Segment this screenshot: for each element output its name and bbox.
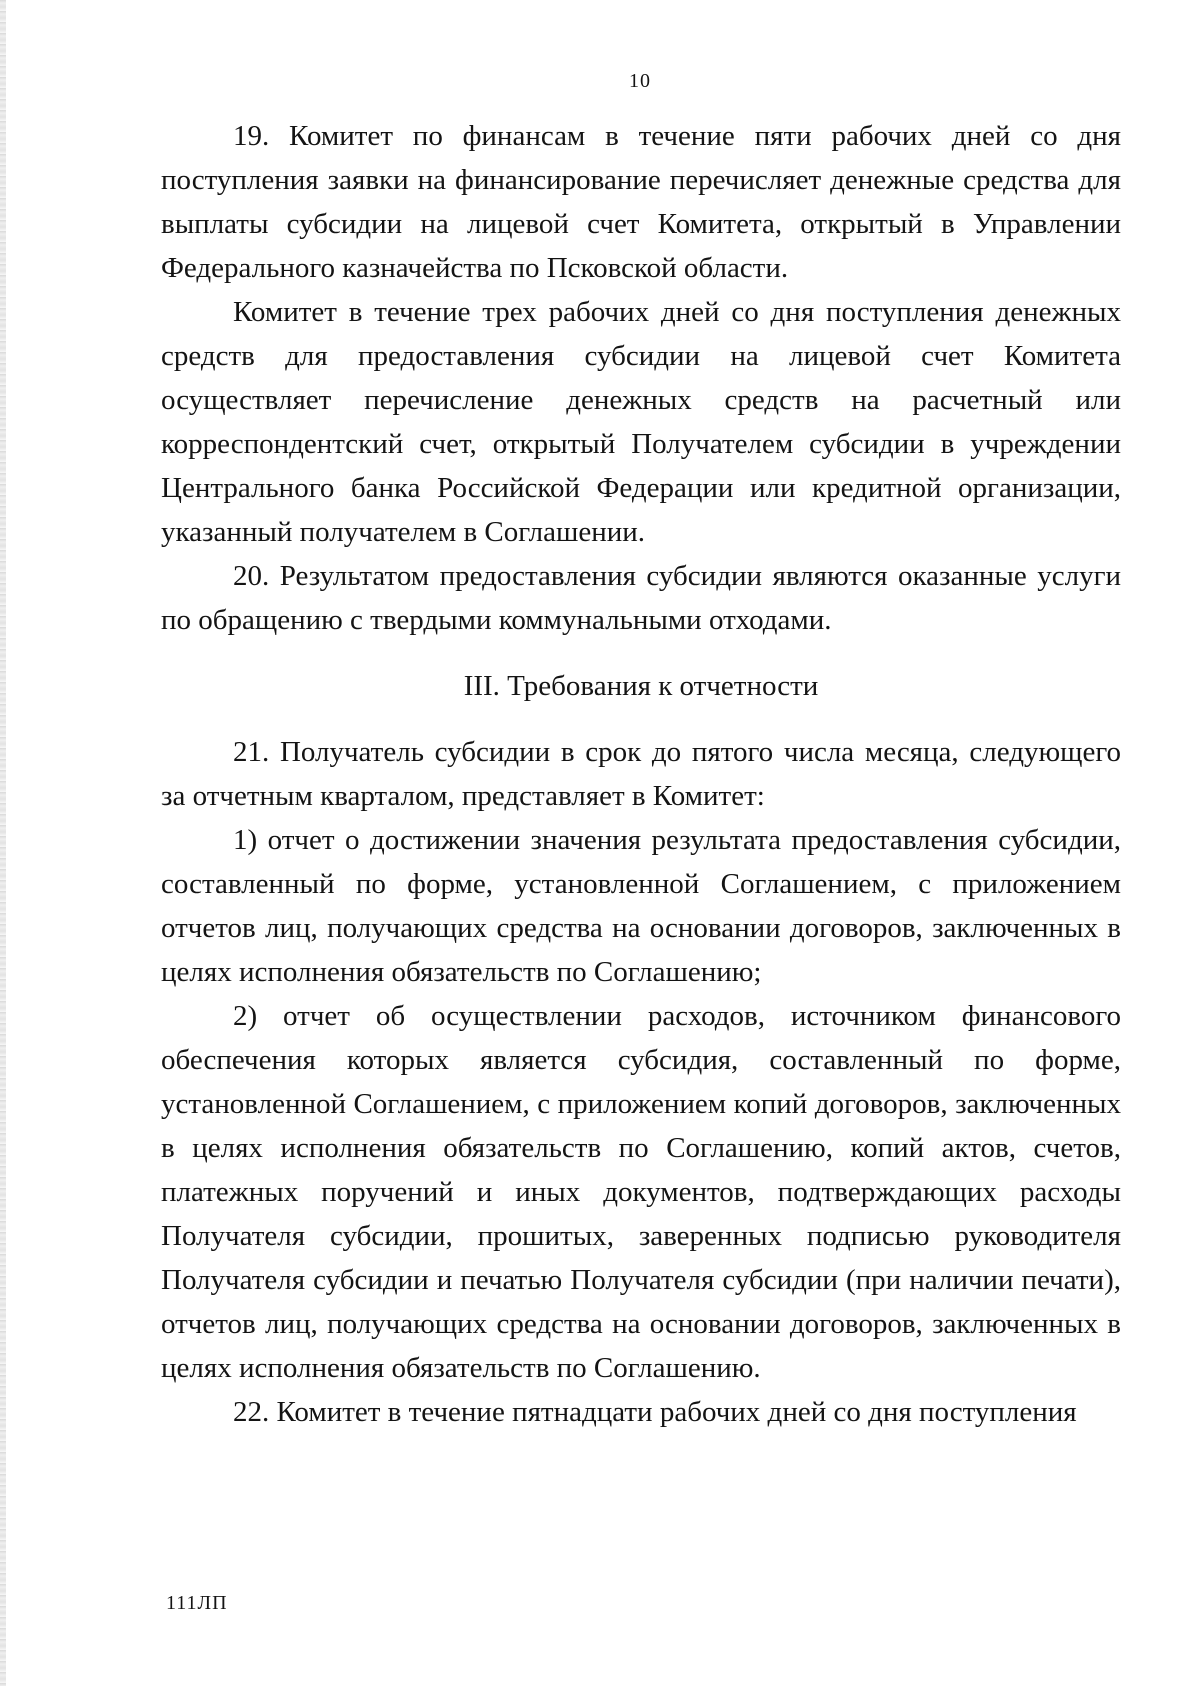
document-body — [161, 114, 1121, 1434]
paragraph-19: 19. Комитет по финансам в течение пяти рабочих дней со дня поступления заявки на финансирование перечисляет денежные средства для выплаты субсидии на лицевой счет Комитета, открытый в Управлении Федерального казначейства по Псковской области. — [161, 120, 1121, 284]
paragraph-21-item-2: 2) отчет об осуществлении расходов, источником финансового обеспечения которых является субсидия, составленный по форме, установленной Соглашением, с приложением копий договоров, заключенных в целях исполнения обязательств по Соглашению, копий актов, счетов, платежных поручений и иных документов, подтверждающих расходы Получателя субсидии, прошитых, заверенных подписью руководителя Получателя субсидии и печатью Получателя субсидии (при наличии печати), отчетов лиц, получающих средства на основании договоров, заключенных в целях исполнения обязательств по Соглашению. — [161, 1000, 1121, 1384]
page-number: 10 — [629, 70, 651, 92]
footer-document-code: 111ЛП — [166, 1592, 228, 1614]
paragraph-21: 21. Получатель субсидии в срок до пятого числа месяца, следующего за отчетным кварталом, представляет в Комитет: — [161, 736, 1121, 812]
scan-edge — [0, 0, 6, 1686]
paragraph-21-item-1: 1) отчет о достижении значения результата предоставления субсидии, составленный по форме, установленной Соглашением, с приложением отчетов лиц, получающих средства на основании договоров, заключенных в целях исполнения обязательств по Соглашению; — [161, 824, 1121, 988]
paragraph-committee-transfer: Комитет в течение трех рабочих дней со дня поступления денежных средств для предоставления субсидии на лицевой счет Комитета осуществляет перечисление денежных средств на расчетный или корреспондентский счет, открытый Получателем субсидии в учреждении Центрального банка Российской Федерации или кредитной организации, указанный получателем в Соглашении. — [161, 296, 1121, 548]
paragraph-20: 20. Результатом предоставления субсидии являются оказанные услуги по обращению с твердыми коммунальными отходами. — [161, 560, 1121, 636]
section-heading: III. Требования к отчетности — [463, 670, 819, 702]
paragraph-22: 22. Комитет в течение пятнадцати рабочих дней со дня поступления — [233, 1396, 1077, 1428]
